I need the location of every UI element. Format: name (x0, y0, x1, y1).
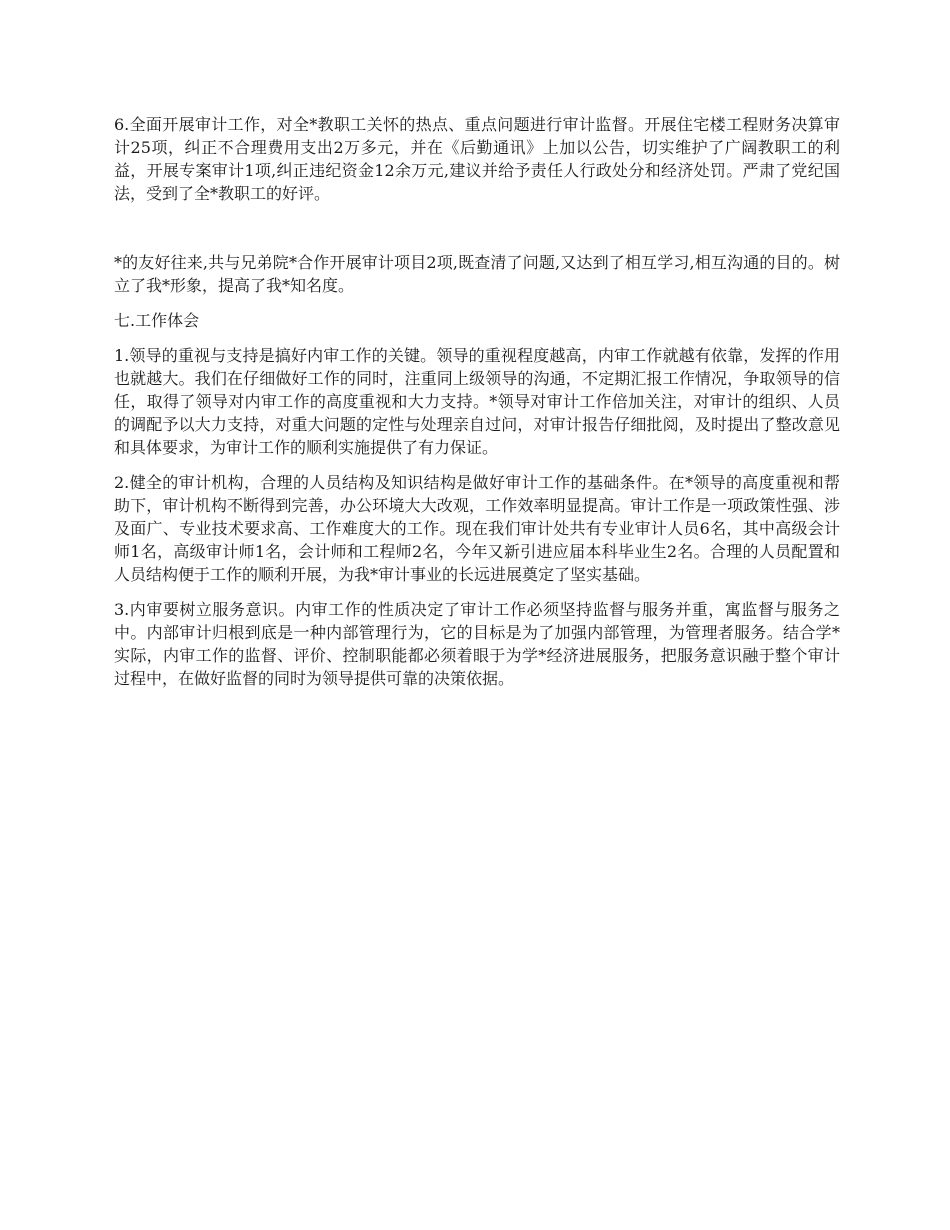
document-page (114, 113, 840, 690)
section-heading-work-experience: 七.工作体会 (114, 311, 200, 330)
paragraph-audit-work-6: 6.全面开展审计工作，对全*教职工关怀的热点、重点问题进行审计监督。开展住宅楼工程财务决算审计25项，纠正不合理费用支出2万多元，并在《后勤通讯》上加以公告，切实维护了广阔教职工的利益，开展专案审计1项,纠正违纪资金12余万元,建议并给予责任人行政处分和经济处罚。严肃了党纪国法，受到了全*教职工的好评。 (114, 115, 840, 203)
paragraph-friendly-exchange: *的友好往来,共与兄弟院*合作开展审计项目2项,既查清了问题,又达到了相互学习,相互沟通的目的。树立了我*形象，提高了我*知名度。 (114, 253, 840, 295)
paragraph-experience-1: 1.领导的重视与支持是搞好内审工作的关键。领导的重视程度越高，内审工作就越有依靠，发挥的作用也就越大。我们在仔细做好工作的同时，注重同上级领导的沟通，不定期汇报工作情况，争取领导的信任，取得了领导对内审工作的高度重视和大力支持。*领导对审计工作倍加关注，对审计的组织、人员的调配予以大力支持，对重大问题的定性与处理亲自过问，对审计报告仔细批阅，及时提出了整改意见和具体要求，为审计工作的顺利实施提供了有力保证。 (114, 346, 840, 457)
paragraph-experience-2: 2.健全的审计机构，合理的人员结构及知识结构是做好审计工作的基础条件。在*领导的高度重视和帮助下，审计机构不断得到完善，办公环境大大改观，工作效率明显提高。审计工作是一项政策性强、涉及面广、专业技术要求高、工作难度大的工作。现在我们审计处共有专业审计人员6名，其中高级会计师1名，高级审计师1名，会计师和工程师2名，今年又新引进应届本科毕业生2名。合理的人员配置和人员结构便于工作的顺利开展，为我*审计事业的长远进展奠定了坚实基础。 (114, 473, 840, 584)
paragraph-experience-3: 3.内审要树立服务意识。内审工作的性质决定了审计工作必须坚持监督与服务并重，寓监督与服务之中。内部审计归根到底是一种内部管理行为，它的目标是为了加强内部管理，为管理者服务。结合学*实际，内审工作的监督、评价、控制职能都必须着眼于为学*经济进展服务，把服务意识融于整个审计过程中，在做好监督的同时为领导提供可靠的决策依据。 (114, 600, 840, 688)
